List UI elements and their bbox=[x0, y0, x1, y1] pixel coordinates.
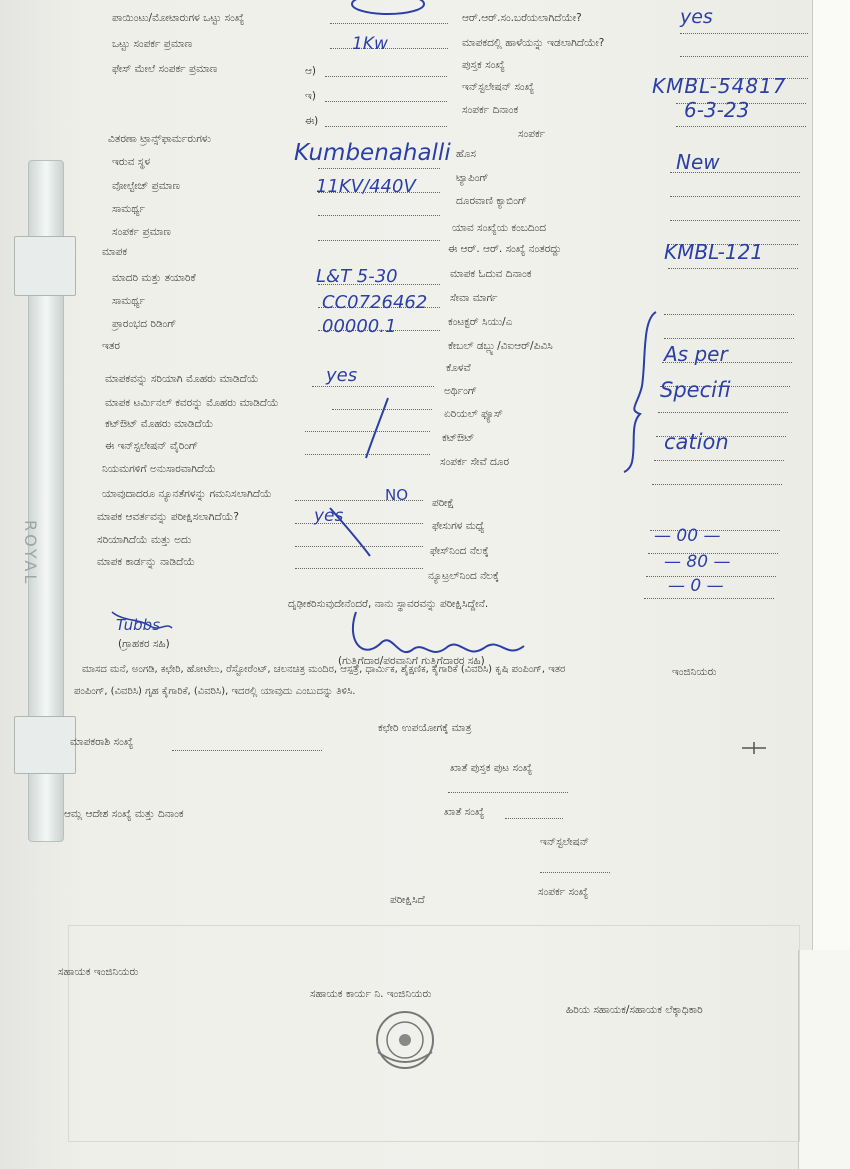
hw-rr-written: yes bbox=[680, 6, 713, 28]
field-label-m10: ಯಾವ ಸಂಖ್ಯೆಯ ಕಂಬದಿಂದ bbox=[452, 222, 547, 234]
field-label-l3: ಫೇಸ್ ಮೇಲೆ ಸಂಪರ್ಕ ಪ್ರಮಾಣ bbox=[112, 63, 218, 75]
field-label-l15: ಮಾಪಕ ಟರ್ಮಿನಲ್ ಕವರನ್ನು ಮೊಹರು ಮಾಡಿದೆಯೆ bbox=[105, 397, 279, 409]
field-label-m18: ಏರಿಯಲ್ ಫ್ಯೂಸ್ bbox=[444, 408, 503, 420]
field-label-l19: ಯಾವುದಾದರೂ ನ್ಯೂನತೆಗಳನ್ನು ಗಮನಿಸಲಾಗಿದೆಯೆ bbox=[102, 488, 272, 500]
field-label-l8: ಸಂಪರ್ಕ ಪ್ರಮಾಣ bbox=[112, 226, 171, 238]
field-label-l10: ಮಾದರಿ ಮತ್ತು ತಯಾರಿಕೆ bbox=[112, 272, 196, 284]
hw-as-per: As per bbox=[664, 342, 728, 366]
field-label-l9: ಮಾಪಕ bbox=[102, 246, 128, 258]
hw-rr-after: KMBL-121 bbox=[664, 240, 764, 264]
field-label-m2: ಮಾಪಕದಲ್ಲಿ ಹಾಳೆಯನ್ನು ಇಡಲಾಗಿದೆಯೇ? bbox=[462, 37, 605, 49]
field-label-m14: ಕಂಟಕ್ಟರ್ ಸಿಯು/ಎ bbox=[448, 316, 513, 328]
receipt-no-label: ಮಾಪಕರಾಶಿ ಸಂಖ್ಯೆ bbox=[70, 736, 134, 748]
field-label-m23: ಫೇಸ್‌ನಿಂದ ನೆಲಕ್ಕೆ bbox=[430, 545, 489, 557]
hw-connection-date: 6-3-23 bbox=[684, 98, 750, 122]
field-label-l12: ಪ್ರಾರಂಭದ ರಿಡಿಂಗ್ bbox=[112, 318, 177, 330]
field-label-m13: ಸೇವಾ ಮಾರ್ಗ bbox=[450, 292, 498, 304]
applicant-signature-label: (ಗ್ರಾಹಕರ ಸಹಿ) bbox=[118, 638, 170, 650]
order-no-label: ಆಮ್ಲ ಆದೇಶ ಸಂಖ್ಯೆ ಮತ್ತು ದಿನಾಂಕ bbox=[64, 808, 184, 820]
phase-marker-a: ಆ) bbox=[305, 65, 317, 77]
field-label-m15: ಕೇಬಲ್ ಡಬ್ಲ್ಯು/ವಿಐಆರ್/ಪಿವಿಸಿ bbox=[448, 340, 553, 352]
field-label-m19: ಕಟ್‌ಔಟ್ bbox=[442, 432, 475, 444]
connection-no-label: ಸಂಪರ್ಕ ಸಂಖ್ಯೆ bbox=[538, 886, 589, 898]
hw-defects: NO bbox=[385, 486, 409, 504]
field-label-m1: ಆರ್.ಆರ್.ಸಂ.ಬರೆಯಲಾಗಿದೆಯೇ? bbox=[462, 12, 582, 24]
engineer-label: ಇಂಜಿನಿಯರು bbox=[672, 666, 717, 678]
field-label-l21: ಸರಿಯಾಗಿದೆಯೆ ಮತ್ತು ಅದು bbox=[97, 534, 192, 546]
hw-meter-capacity: CC0726462 bbox=[322, 292, 428, 313]
office-use-heading: ಕಛೇರಿ ಉಪಯೋಗಕ್ಕೆ ಮಾತ್ರ bbox=[378, 722, 472, 734]
field-label-m20: ಸಂಪರ್ಕ ಸೇವೆ ದೂರ bbox=[440, 456, 510, 468]
hw-cation: cation bbox=[664, 430, 729, 454]
field-label-m7: ಹೊಸ bbox=[456, 148, 476, 160]
field-label-m6: ಸಂಪರ್ಕ bbox=[518, 128, 546, 140]
hw-location: Kumbenahalli bbox=[294, 140, 451, 166]
field-label-m9: ದೂರವಾಣಿ ಕ್ಯಾಬಿಂಗ್ bbox=[456, 195, 527, 207]
hw-test-neutral-earth: — 0 — bbox=[668, 576, 724, 596]
phase-marker-c: ಈ) bbox=[305, 115, 319, 127]
hw-voltage: 11KV/440V bbox=[316, 176, 416, 197]
phase-marker-b: ಇ) bbox=[305, 90, 316, 102]
field-label-l4: ವಿತರಣಾ ಟ್ರಾನ್ಸ್‌ಫಾರ್ಮರುಗಳು bbox=[108, 133, 211, 145]
field-label-l20: ಮಾಪಕ ಆವರ್ತವನ್ನು ಪರೀಕ್ಷಿಸಲಾಗಿದೆಯೆ? bbox=[97, 511, 239, 523]
field-label-m5: ಸಂಪರ್ಕ ದಿನಾಂಕ bbox=[462, 104, 519, 116]
hw-total-load: 1Kw bbox=[352, 34, 388, 54]
margin-vertical-text: ROYAL bbox=[21, 520, 40, 587]
field-label-m11: ಈ ಆರ್. ಆರ್. ಸಂಖ್ಯೆ ನಂತರದ್ದು bbox=[448, 243, 562, 255]
field-label-m4: ಇನ್‌ಸ್ಟಲೇಷನ್ ಸಂಖ್ಯೆ bbox=[462, 81, 535, 93]
field-label-l7: ಸಾಮರ್ಥ್ಯ bbox=[112, 203, 145, 215]
field-label-m16: ಕೊಳವೆ bbox=[446, 362, 471, 374]
field-label-l22: ಮಾಪಕ ಕಾರ್ಡನ್ನು ನಾಡಿದೆಯೆ bbox=[97, 556, 196, 568]
hw-test-phase-earth: — 80 — bbox=[664, 552, 731, 572]
hw-creep-tested: yes bbox=[314, 506, 344, 526]
senior-accounts-officer-label: ಹಿರಿಯ ಸಹಾಯಕ/ಸಹಾಯಕ ಲೆಕ್ಕಾಧಿಕಾರಿ bbox=[566, 1004, 703, 1016]
purpose-line-1: ಮಾಸದ ಮನೆ, ಅಂಗಡಿ, ಕಛೇರಿ, ಹೋಟೆಲು, ರೆಸ್ಟೋರೆಂಟ್, ಚಲನಚಿತ್ರ ಮಂದಿರ, ಆಸ್ಪತ್ರೆ, ಧಾರ್ಮಿಕ, ಶೈಕ್ಷಣಿಕ, ಕೈಗಾರಿಕೆ (ವಿವರಿಸಿ) ಕೃಷಿ ಪಂಪಿಂಗ್, ಇತರ bbox=[82, 664, 566, 675]
field-label-l5: ಇರುವ ಸ್ಥಳ bbox=[112, 156, 151, 168]
field-label-l17: ಈ ಇನ್‌ಸ್ಟಲೇಷನ್ ವೈರಿಂಗ್ bbox=[105, 440, 199, 452]
checked-label: ಪರೀಕ್ಷಿಸಿದೆ bbox=[390, 894, 425, 906]
field-label-m12: ಮಾಪಕ ಓದುವ ದಿನಾಂಕ bbox=[450, 268, 532, 280]
hw-meter-sealed: yes bbox=[326, 365, 358, 386]
purpose-line-2: ಪಂಪಿಂಗ್, (ವಿವರಿಸಿ) ಗೃಹ ಕೈಗಾರಿಕೆ, (ವಿವರಿಸಿ), ಇದರಲ್ಲಿ ಯಾವುದು ಎಂಬುದನ್ನು ತಿಳಿಸಿ. bbox=[74, 686, 356, 697]
hw-applicant-name: Tubbs bbox=[116, 616, 161, 634]
field-label-m8: ಟ್ಯಾಪಿಂಗ್ bbox=[456, 172, 489, 184]
field-label-l16: ಕಟ್‌ಔಟ್ ಮೊಹರು ಮಾಡಿದೆಯೆ bbox=[105, 418, 214, 430]
contractor-signature-label: (ಗುತ್ತಿಗೆದಾರ/ಪರವಾನಿಗೆ ಗುತ್ತಿಗೆದಾರರ ಸಹಿ) bbox=[338, 655, 485, 667]
field-label-l6: ವೋಲ್ಟೇಜ್ ಪ್ರಮಾಣ bbox=[112, 180, 180, 192]
field-label-l13: ಇತರ bbox=[102, 340, 120, 352]
field-label-l11: ಸಾಮರ್ಥ್ಯ bbox=[112, 295, 145, 307]
field-label-l1: ಪಾಯಿಂಟು/ಮೋಟಾರುಗಳ ಒಟ್ಟು ಸಂಖ್ಯೆ bbox=[112, 12, 245, 24]
ledger-page-label: ಖಾತೆ ಪುಸ್ತಕ ಪುಟ ಸಂಖ್ಯೆ bbox=[450, 762, 533, 774]
field-label-l2: ಒಟ್ಟು ಸಂಪರ್ಕ ಪ್ರಮಾಣ bbox=[112, 38, 193, 50]
field-label-m17: ಅರ್ಥಿಂಗ್ bbox=[444, 385, 477, 397]
hw-installation-no: KMBL-54817 bbox=[652, 74, 787, 98]
assistant-exec-engineer-label: ಸಹಾಯಕ ಕಾರ್ಯ ನಿ. ಇಂಜಿನಿಯರು bbox=[310, 988, 432, 1000]
hw-initial-reading: 00000.1 bbox=[322, 316, 397, 337]
field-label-m21: ಪರೀಕ್ಷೆ bbox=[432, 497, 455, 509]
hw-test-between-phases: — 00 — bbox=[654, 526, 721, 546]
hw-new-connection: New bbox=[676, 150, 720, 174]
hw-meter-make: L&T 5-30 bbox=[316, 266, 398, 287]
field-label-m22: ಫೇಸುಗಳ ಮಧ್ಯೆ bbox=[432, 520, 485, 532]
installation-label: ಇನ್‌ಸ್ಟಲೇಷನ್ bbox=[540, 836, 590, 848]
hw-specifi: Specifi bbox=[660, 378, 731, 402]
field-label-l18: ನಿಯಮಗಳಿಗೆ ಅನುಸಾರವಾಗಿದೆಯೆ bbox=[102, 463, 216, 475]
field-label-m24: ನ್ಯೂಟ್ರಲ್‌ನಿಂದ ನೆಲಕ್ಕೆ bbox=[428, 570, 499, 582]
account-no-label: ಖಾತೆ ಸಂಖ್ಯೆ bbox=[444, 806, 485, 818]
certify-statement: ದೃಢೀಕರಿಸುವುದೇನೆಂದರೆ, ನಾನು ಸ್ಥಾವರವನ್ನು ಪರೀಕ್ಷಿಸಿದ್ದೇನೆ. bbox=[288, 598, 489, 610]
assistant-engineer-label: ಸಹಾಯಕ ಇಂಜಿನಿಯರು bbox=[58, 966, 139, 978]
field-label-l14: ಮಾಪಕವನ್ನು ಸರಿಯಾಗಿ ಮೊಹರು ಮಾಡಿದೆಯೆ bbox=[105, 373, 259, 385]
field-label-m3: ಪುಸ್ತಕ ಸಂಖ್ಯೆ bbox=[462, 59, 505, 71]
